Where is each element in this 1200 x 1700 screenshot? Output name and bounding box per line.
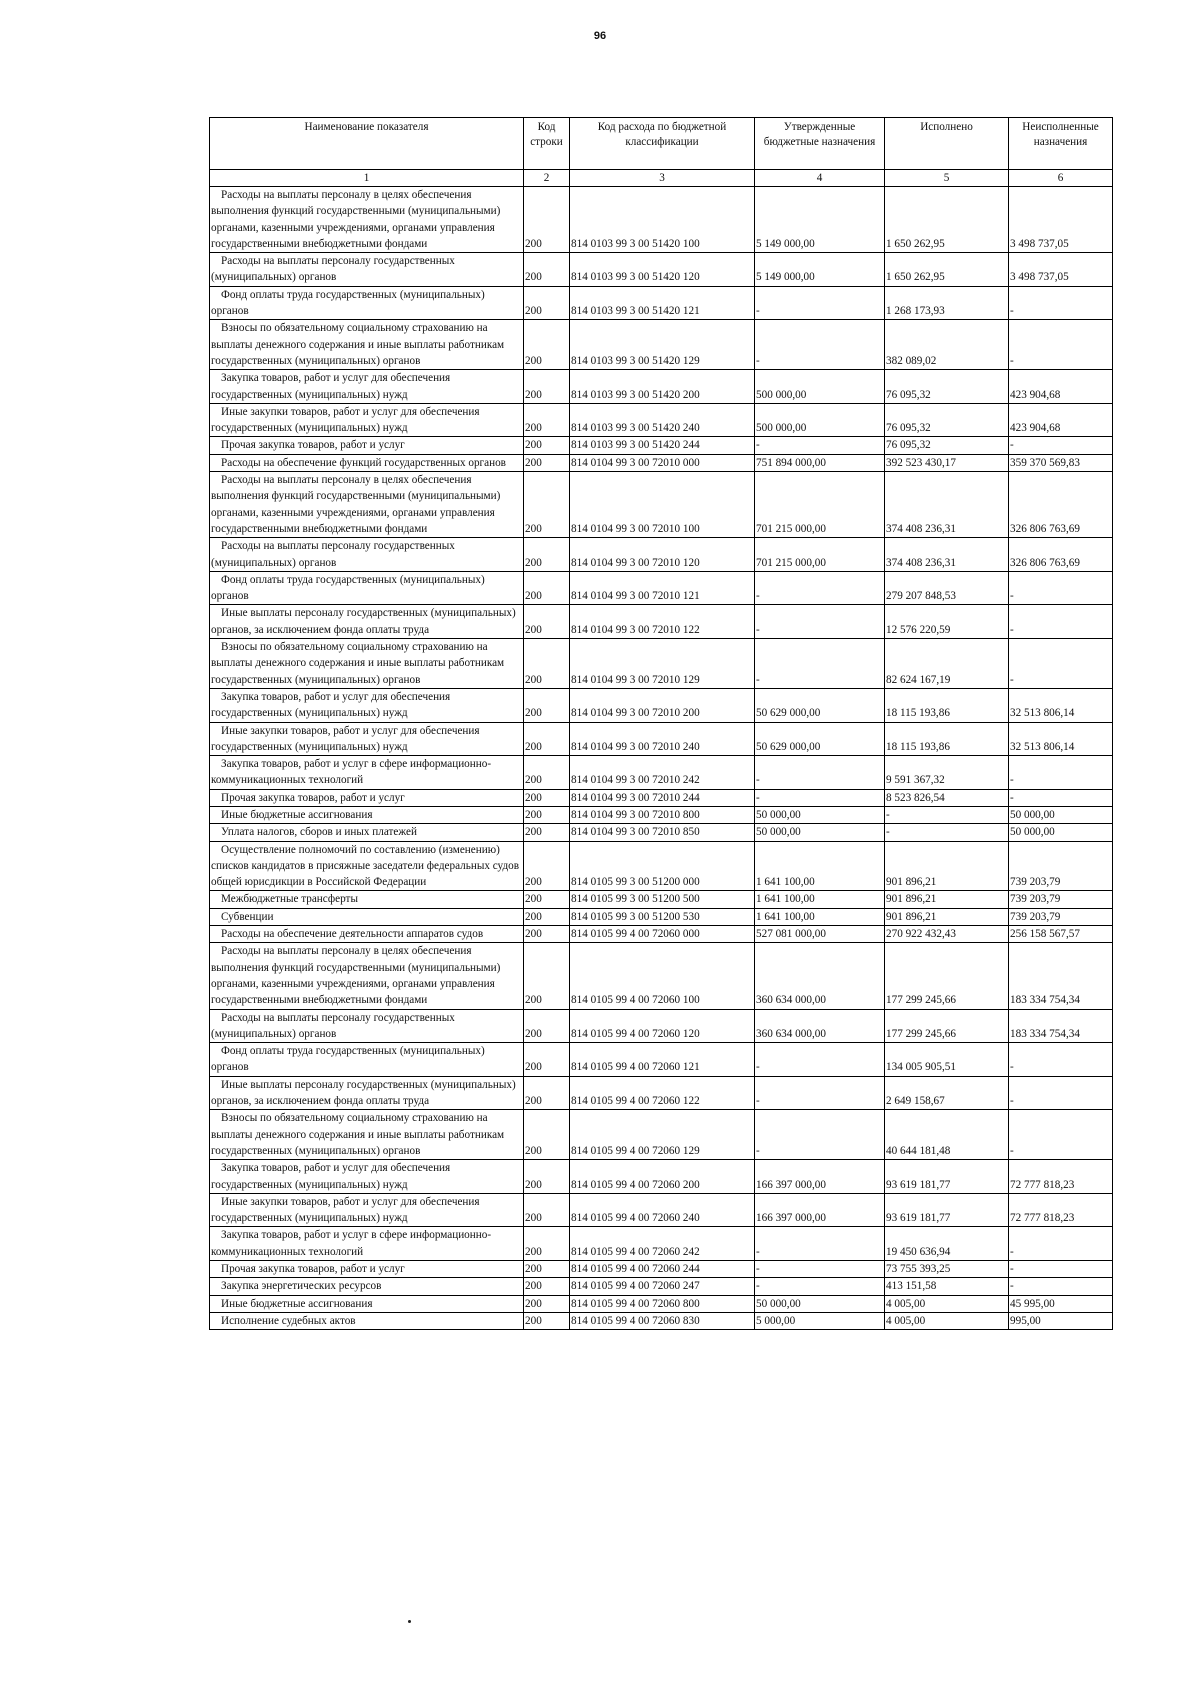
classification-code-cell: 814 0105 99 3 00 51200 530 (570, 908, 755, 925)
indicator-name-cell: Расходы на выплаты персоналу государственных (муниципальных) органов (210, 1009, 524, 1043)
line-code-cell: 200 (524, 824, 570, 841)
indicator-name-cell: Взносы по обязательному социальному страхованию на выплаты денежного содержания и иные выплаты работникам государственных (муниципальных) органов (210, 1110, 524, 1160)
table-row (210, 789, 1113, 806)
classification-code-cell: 814 0105 99 4 00 72060 247 (570, 1278, 755, 1295)
table-row (210, 454, 1113, 471)
indicator-name-cell: Расходы на выплаты персоналу государственных (муниципальных) органов (210, 538, 524, 572)
approved-cell: 166 397 000,00 (755, 1160, 885, 1194)
executed-cell: 73 755 393,25 (885, 1261, 1009, 1278)
line-code-cell: 200 (524, 1009, 570, 1043)
table-row (210, 1193, 1113, 1227)
column-number: 5 (885, 170, 1009, 187)
indicator-name-cell: Иные бюджетные ассигнования (210, 806, 524, 823)
classification-code-cell: 814 0103 99 3 00 51420 120 (570, 253, 755, 287)
classification-code-cell: 814 0105 99 3 00 51200 500 (570, 891, 755, 908)
table-row (210, 286, 1113, 320)
executed-cell: 901 896,21 (885, 891, 1009, 908)
budget-execution-table (209, 117, 1113, 1330)
unexecuted-cell: - (1009, 286, 1113, 320)
indicator-name-cell: Прочая закупка товаров, работ и услуг (210, 1261, 524, 1278)
unexecuted-cell: 326 806 763,69 (1009, 472, 1113, 538)
unexecuted-cell: 256 158 567,57 (1009, 926, 1113, 943)
indicator-name-cell: Иные закупки товаров, работ и услуг для обеспечения государственных (муниципальных) нужд (210, 722, 524, 756)
line-code-cell: 200 (524, 605, 570, 639)
unexecuted-cell: 3 498 737,05 (1009, 253, 1113, 287)
indicator-name-cell: Иные закупки товаров, работ и услуг для обеспечения государственных (муниципальных) нужд (210, 403, 524, 437)
indicator-name-cell: Расходы на обеспечение функций государственных органов (210, 454, 524, 471)
executed-cell: 18 115 193,86 (885, 688, 1009, 722)
indicator-name-cell: Субвенции (210, 908, 524, 925)
header-budget-classification-code: Код расхода по бюджетной классификации (570, 118, 755, 170)
indicator-name-cell: Расходы на выплаты персоналу в целях обеспечения выполнения функций государственными (муниципальными) органами, казенными учреждениями, органами управления государственными внебюджетными фондами (210, 472, 524, 538)
table-row (210, 1043, 1113, 1077)
line-code-cell: 200 (524, 538, 570, 572)
classification-code-cell: 814 0104 99 3 00 72010 000 (570, 454, 755, 471)
table-row (210, 1312, 1113, 1329)
table-header-row (210, 118, 1113, 170)
line-code-cell: 200 (524, 722, 570, 756)
column-number: 6 (1009, 170, 1113, 187)
approved-cell: 50 629 000,00 (755, 722, 885, 756)
classification-code-cell: 814 0103 99 3 00 51420 244 (570, 437, 755, 454)
approved-cell: 50 000,00 (755, 824, 885, 841)
unexecuted-cell: 50 000,00 (1009, 824, 1113, 841)
table-row (210, 806, 1113, 823)
executed-cell: 93 619 181,77 (885, 1160, 1009, 1194)
table-row (210, 370, 1113, 404)
table-row (210, 472, 1113, 538)
approved-cell: 166 397 000,00 (755, 1193, 885, 1227)
column-number: 2 (524, 170, 570, 187)
line-code-cell: 200 (524, 286, 570, 320)
indicator-name-cell: Осуществление полномочий по составлению (изменению) списков кандидатов в присяжные заседатели федеральных судов общей юрисдикции в Российской Федерации (210, 841, 524, 891)
classification-code-cell: 814 0105 99 4 00 72060 122 (570, 1076, 755, 1110)
indicator-name-cell: Закупка товаров, работ и услуг в сфере информационно-коммуникационных технологий (210, 1227, 524, 1261)
line-code-cell: 200 (524, 1193, 570, 1227)
unexecuted-cell: 45 995,00 (1009, 1295, 1113, 1312)
approved-cell: - (755, 571, 885, 605)
indicator-name-cell: Иные бюджетные ассигнования (210, 1295, 524, 1312)
executed-cell: 279 207 848,53 (885, 571, 1009, 605)
approved-cell: 5 000,00 (755, 1312, 885, 1329)
executed-cell: 82 624 167,19 (885, 639, 1009, 689)
unexecuted-cell: - (1009, 437, 1113, 454)
executed-cell: 19 450 636,94 (885, 1227, 1009, 1261)
executed-cell: - (885, 824, 1009, 841)
unexecuted-cell: 72 777 818,23 (1009, 1193, 1113, 1227)
classification-code-cell: 814 0104 99 3 00 72010 122 (570, 605, 755, 639)
indicator-name-cell: Расходы на обеспечение деятельности аппаратов судов (210, 926, 524, 943)
approved-cell: 5 149 000,00 (755, 187, 885, 253)
line-code-cell: 200 (524, 891, 570, 908)
executed-cell: 40 644 181,48 (885, 1110, 1009, 1160)
executed-cell: - (885, 806, 1009, 823)
unexecuted-cell: 739 203,79 (1009, 891, 1113, 908)
executed-cell: 8 523 826,54 (885, 789, 1009, 806)
line-code-cell: 200 (524, 1312, 570, 1329)
indicator-name-cell: Взносы по обязательному социальному страхованию на выплаты денежного содержания и иные выплаты работникам государственных (муниципальных) органов (210, 320, 524, 370)
approved-cell: - (755, 320, 885, 370)
executed-cell: 177 299 245,66 (885, 943, 1009, 1009)
table-row (210, 403, 1113, 437)
line-code-cell: 200 (524, 1076, 570, 1110)
executed-cell: 374 408 236,31 (885, 538, 1009, 572)
unexecuted-cell: 32 513 806,14 (1009, 722, 1113, 756)
classification-code-cell: 814 0104 99 3 00 72010 120 (570, 538, 755, 572)
line-code-cell: 200 (524, 1110, 570, 1160)
unexecuted-cell: 72 777 818,23 (1009, 1160, 1113, 1194)
table-row (210, 824, 1113, 841)
unexecuted-cell: 739 203,79 (1009, 908, 1113, 925)
approved-cell: 50 629 000,00 (755, 688, 885, 722)
unexecuted-cell: - (1009, 1110, 1113, 1160)
unexecuted-cell: - (1009, 1227, 1113, 1261)
unexecuted-cell: 183 334 754,34 (1009, 1009, 1113, 1043)
line-code-cell: 200 (524, 370, 570, 404)
indicator-name-cell: Закупка товаров, работ и услуг для обеспечения государственных (муниципальных) нужд (210, 1160, 524, 1194)
classification-code-cell: 814 0105 99 4 00 72060 242 (570, 1227, 755, 1261)
line-code-cell: 200 (524, 841, 570, 891)
approved-cell: - (755, 756, 885, 790)
column-number: 1 (210, 170, 524, 187)
unexecuted-cell: - (1009, 1278, 1113, 1295)
table-row (210, 253, 1113, 287)
classification-code-cell: 814 0104 99 3 00 72010 850 (570, 824, 755, 841)
executed-cell: 12 576 220,59 (885, 605, 1009, 639)
approved-cell: - (755, 789, 885, 806)
approved-cell: 50 000,00 (755, 806, 885, 823)
scan-speck (408, 1620, 411, 1623)
table-row (210, 688, 1113, 722)
classification-code-cell: 814 0103 99 3 00 51420 129 (570, 320, 755, 370)
line-code-cell: 200 (524, 1227, 570, 1261)
approved-cell: 500 000,00 (755, 370, 885, 404)
line-code-cell: 200 (524, 1160, 570, 1194)
classification-code-cell: 814 0104 99 3 00 72010 244 (570, 789, 755, 806)
line-code-cell: 200 (524, 454, 570, 471)
approved-cell: 50 000,00 (755, 1295, 885, 1312)
unexecuted-cell: 739 203,79 (1009, 841, 1113, 891)
header-executed: Исполнено (885, 118, 1009, 170)
indicator-name-cell: Прочая закупка товаров, работ и услуг (210, 437, 524, 454)
line-code-cell: 200 (524, 639, 570, 689)
classification-code-cell: 814 0104 99 3 00 72010 129 (570, 639, 755, 689)
unexecuted-cell: - (1009, 1261, 1113, 1278)
unexecuted-cell: 326 806 763,69 (1009, 538, 1113, 572)
approved-cell: 500 000,00 (755, 403, 885, 437)
indicator-name-cell: Фонд оплаты труда государственных (муниципальных) органов (210, 286, 524, 320)
line-code-cell: 200 (524, 1278, 570, 1295)
table-row (210, 1110, 1113, 1160)
classification-code-cell: 814 0105 99 4 00 72060 800 (570, 1295, 755, 1312)
unexecuted-cell: - (1009, 756, 1113, 790)
table-row (210, 1009, 1113, 1043)
executed-cell: 93 619 181,77 (885, 1193, 1009, 1227)
classification-code-cell: 814 0104 99 3 00 72010 200 (570, 688, 755, 722)
table-row (210, 639, 1113, 689)
indicator-name-cell: Межбюджетные трансферты (210, 891, 524, 908)
classification-code-cell: 814 0105 99 3 00 51200 000 (570, 841, 755, 891)
line-code-cell: 200 (524, 472, 570, 538)
executed-cell: 901 896,21 (885, 908, 1009, 925)
column-number: 4 (755, 170, 885, 187)
line-code-cell: 200 (524, 187, 570, 253)
executed-cell: 134 005 905,51 (885, 1043, 1009, 1077)
classification-code-cell: 814 0105 99 4 00 72060 100 (570, 943, 755, 1009)
approved-cell: - (755, 286, 885, 320)
executed-cell: 18 115 193,86 (885, 722, 1009, 756)
indicator-name-cell: Уплата налогов, сборов и иных платежей (210, 824, 524, 841)
indicator-name-cell: Расходы на выплаты персоналу государственных (муниципальных) органов (210, 253, 524, 287)
line-code-cell: 200 (524, 908, 570, 925)
unexecuted-cell: - (1009, 320, 1113, 370)
table-row (210, 1295, 1113, 1312)
page-number: 96 (593, 30, 607, 42)
line-code-cell: 200 (524, 806, 570, 823)
column-number-row (210, 170, 1113, 187)
table-row (210, 1261, 1113, 1278)
executed-cell: 382 089,02 (885, 320, 1009, 370)
indicator-name-cell: Иные закупки товаров, работ и услуг для обеспечения государственных (муниципальных) нужд (210, 1193, 524, 1227)
table-row (210, 926, 1113, 943)
unexecuted-cell: - (1009, 605, 1113, 639)
table-row (210, 538, 1113, 572)
approved-cell: 751 894 000,00 (755, 454, 885, 471)
header-approved-appropriations: Утвержденные бюджетные назначения (755, 118, 885, 170)
approved-cell: 5 149 000,00 (755, 253, 885, 287)
line-code-cell: 200 (524, 320, 570, 370)
table-row (210, 908, 1113, 925)
executed-cell: 4 005,00 (885, 1312, 1009, 1329)
table-row (210, 187, 1113, 253)
line-code-cell: 200 (524, 1043, 570, 1077)
executed-cell: 2 649 158,67 (885, 1076, 1009, 1110)
line-code-cell: 200 (524, 1261, 570, 1278)
unexecuted-cell: 423 904,68 (1009, 370, 1113, 404)
table-row (210, 1076, 1113, 1110)
table-row (210, 891, 1113, 908)
line-code-cell: 200 (524, 943, 570, 1009)
column-number: 3 (570, 170, 755, 187)
classification-code-cell: 814 0105 99 4 00 72060 129 (570, 1110, 755, 1160)
line-code-cell: 200 (524, 571, 570, 605)
classification-code-cell: 814 0105 99 4 00 72060 200 (570, 1160, 755, 1194)
unexecuted-cell: - (1009, 1076, 1113, 1110)
line-code-cell: 200 (524, 437, 570, 454)
line-code-cell: 200 (524, 688, 570, 722)
indicator-name-cell: Фонд оплаты труда государственных (муниципальных) органов (210, 571, 524, 605)
classification-code-cell: 814 0103 99 3 00 51420 100 (570, 187, 755, 253)
approved-cell: 701 215 000,00 (755, 472, 885, 538)
line-code-cell: 200 (524, 1295, 570, 1312)
classification-code-cell: 814 0105 99 4 00 72060 830 (570, 1312, 755, 1329)
executed-cell: 1 268 173,93 (885, 286, 1009, 320)
approved-cell: - (755, 605, 885, 639)
approved-cell: - (755, 1043, 885, 1077)
indicator-name-cell: Расходы на выплаты персоналу в целях обеспечения выполнения функций государственными (муниципальными) органами, казенными учреждениями, органами управления государственными внебюджетными фондами (210, 943, 524, 1009)
classification-code-cell: 814 0105 99 4 00 72060 240 (570, 1193, 755, 1227)
approved-cell: - (755, 1278, 885, 1295)
classification-code-cell: 814 0104 99 3 00 72010 242 (570, 756, 755, 790)
table-row (210, 1160, 1113, 1194)
classification-code-cell: 814 0104 99 3 00 72010 240 (570, 722, 755, 756)
classification-code-cell: 814 0105 99 4 00 72060 121 (570, 1043, 755, 1077)
table-row (210, 1278, 1113, 1295)
table-body (210, 187, 1113, 1330)
approved-cell: 527 081 000,00 (755, 926, 885, 943)
executed-cell: 4 005,00 (885, 1295, 1009, 1312)
approved-cell: 1 641 100,00 (755, 908, 885, 925)
executed-cell: 76 095,32 (885, 403, 1009, 437)
header-line-code: Код строки (524, 118, 570, 170)
indicator-name-cell: Закупка товаров, работ и услуг в сфере информационно-коммуникационных технологий (210, 756, 524, 790)
line-code-cell: 200 (524, 403, 570, 437)
indicator-name-cell: Взносы по обязательному социальному страхованию на выплаты денежного содержания и иные выплаты работникам государственных (муниципальных) органов (210, 639, 524, 689)
executed-cell: 901 896,21 (885, 841, 1009, 891)
indicator-name-cell: Прочая закупка товаров, работ и услуг (210, 789, 524, 806)
classification-code-cell: 814 0103 99 3 00 51420 240 (570, 403, 755, 437)
indicator-name-cell: Исполнение судебных актов (210, 1312, 524, 1329)
line-code-cell: 200 (524, 789, 570, 806)
table-row (210, 756, 1113, 790)
unexecuted-cell: 359 370 569,83 (1009, 454, 1113, 471)
indicator-name-cell: Фонд оплаты труда государственных (муниципальных) органов (210, 1043, 524, 1077)
approved-cell: 1 641 100,00 (755, 841, 885, 891)
unexecuted-cell: 3 498 737,05 (1009, 187, 1113, 253)
approved-cell: 1 641 100,00 (755, 891, 885, 908)
unexecuted-cell: 183 334 754,34 (1009, 943, 1113, 1009)
line-code-cell: 200 (524, 926, 570, 943)
approved-cell: - (755, 1076, 885, 1110)
classification-code-cell: 814 0104 99 3 00 72010 121 (570, 571, 755, 605)
executed-cell: 1 650 262,95 (885, 253, 1009, 287)
table-row (210, 320, 1113, 370)
unexecuted-cell: 423 904,68 (1009, 403, 1113, 437)
approved-cell: 701 215 000,00 (755, 538, 885, 572)
unexecuted-cell: - (1009, 1043, 1113, 1077)
line-code-cell: 200 (524, 253, 570, 287)
classification-code-cell: 814 0105 99 4 00 72060 244 (570, 1261, 755, 1278)
classification-code-cell: 814 0103 99 3 00 51420 200 (570, 370, 755, 404)
classification-code-cell: 814 0105 99 4 00 72060 000 (570, 926, 755, 943)
unexecuted-cell: - (1009, 639, 1113, 689)
header-unexecuted-appropriations: Неисполненные назначения (1009, 118, 1113, 170)
approved-cell: - (755, 437, 885, 454)
unexecuted-cell: - (1009, 789, 1113, 806)
approved-cell: - (755, 1227, 885, 1261)
classification-code-cell: 814 0104 99 3 00 72010 100 (570, 472, 755, 538)
indicator-name-cell: Иные выплаты персоналу государственных (муниципальных) органов, за исключением фонда оплаты труда (210, 1076, 524, 1110)
indicator-name-cell: Иные выплаты персоналу государственных (муниципальных) органов, за исключением фонда оплаты труда (210, 605, 524, 639)
table-row (210, 943, 1113, 1009)
approved-cell: - (755, 1261, 885, 1278)
approved-cell: 360 634 000,00 (755, 1009, 885, 1043)
executed-cell: 76 095,32 (885, 370, 1009, 404)
approved-cell: - (755, 1110, 885, 1160)
unexecuted-cell: 32 513 806,14 (1009, 688, 1113, 722)
executed-cell: 413 151,58 (885, 1278, 1009, 1295)
table-row (210, 1227, 1113, 1261)
table-row (210, 722, 1113, 756)
classification-code-cell: 814 0103 99 3 00 51420 121 (570, 286, 755, 320)
approved-cell: 360 634 000,00 (755, 943, 885, 1009)
indicator-name-cell: Закупка товаров, работ и услуг для обеспечения государственных (муниципальных) нужд (210, 688, 524, 722)
unexecuted-cell: 995,00 (1009, 1312, 1113, 1329)
executed-cell: 177 299 245,66 (885, 1009, 1009, 1043)
indicator-name-cell: Закупка энергетических ресурсов (210, 1278, 524, 1295)
table-row (210, 841, 1113, 891)
classification-code-cell: 814 0104 99 3 00 72010 800 (570, 806, 755, 823)
header-indicator-name: Наименование показателя (210, 118, 524, 170)
indicator-name-cell: Расходы на выплаты персоналу в целях обеспечения выполнения функций государственными (муниципальными) органами, казенными учреждениями, органами управления государственными внебюджетными фондами (210, 187, 524, 253)
executed-cell: 270 922 432,43 (885, 926, 1009, 943)
table-row (210, 605, 1113, 639)
executed-cell: 76 095,32 (885, 437, 1009, 454)
executed-cell: 392 523 430,17 (885, 454, 1009, 471)
approved-cell: - (755, 639, 885, 689)
indicator-name-cell: Закупка товаров, работ и услуг для обеспечения государственных (муниципальных) нужд (210, 370, 524, 404)
table-row (210, 571, 1113, 605)
classification-code-cell: 814 0105 99 4 00 72060 120 (570, 1009, 755, 1043)
unexecuted-cell: 50 000,00 (1009, 806, 1113, 823)
line-code-cell: 200 (524, 756, 570, 790)
table-row (210, 437, 1113, 454)
executed-cell: 9 591 367,32 (885, 756, 1009, 790)
executed-cell: 374 408 236,31 (885, 472, 1009, 538)
executed-cell: 1 650 262,95 (885, 187, 1009, 253)
unexecuted-cell: - (1009, 571, 1113, 605)
